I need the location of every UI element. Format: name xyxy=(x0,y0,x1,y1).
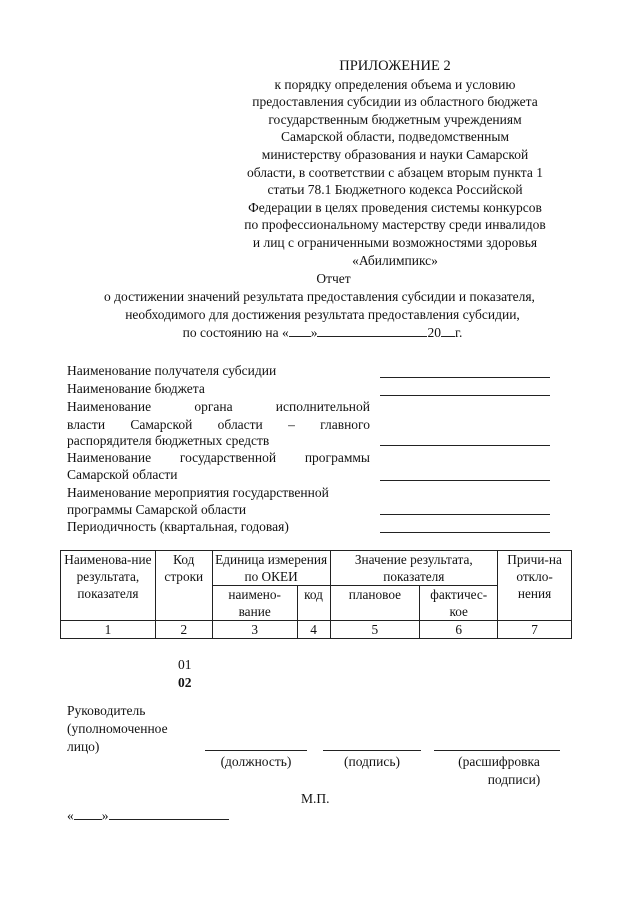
col-number: 4 xyxy=(297,621,330,639)
signature-head xyxy=(67,702,168,756)
row-codes xyxy=(178,656,192,692)
col-unit-code-header: код xyxy=(297,586,330,621)
col-number: 1 xyxy=(61,621,156,639)
field-program-line xyxy=(380,480,550,481)
col-name-header: Наименова-ние результата, показателя xyxy=(61,551,156,621)
signature-decode-caption: (расшифровка подписи) xyxy=(458,754,541,787)
field-organ-label-1: Наименование органа исполнительной xyxy=(67,399,370,414)
signature-decode-line xyxy=(434,750,560,751)
field-period-line xyxy=(380,532,550,533)
annex-line: предоставления субсидии из областного бюджета xyxy=(252,94,538,110)
date-month-blank xyxy=(317,324,427,337)
annex-line: области, в соответствии с абзацем вторым пункта 1 xyxy=(247,164,543,180)
col-unit-name-header: наимено-вание xyxy=(212,586,297,621)
col-actual-header: фактичес-кое xyxy=(420,586,498,621)
field-recipient-line xyxy=(380,377,550,378)
annex-line: государственным бюджетным учреждениям xyxy=(268,111,522,127)
annex-title: ПРИЛОЖЕНИЕ 2 xyxy=(339,58,451,74)
row-code-01: 01 xyxy=(178,657,192,672)
field-program-label-2: Самарской области xyxy=(67,467,178,482)
col-number: 3 xyxy=(212,621,297,639)
signature-position-caption: (должность) xyxy=(220,754,292,769)
signature-date: « » xyxy=(67,807,229,825)
field-budget-label: Наименование бюджета xyxy=(67,381,205,396)
signature-head-1: Руководитель xyxy=(67,703,146,718)
report-title: Отчет xyxy=(316,271,351,286)
col-planned-header: плановое xyxy=(330,586,420,621)
annex-header xyxy=(230,58,560,269)
signature-position-line xyxy=(205,750,307,751)
report-line-2: необходимого для достижения результата предоставления субсидии, xyxy=(125,307,520,322)
signature-head-3: лицо) xyxy=(67,739,100,754)
col-value-header: Значение результата, показателя xyxy=(330,551,498,586)
field-budget-line xyxy=(380,395,550,396)
field-period-label: Периодичность (квартальная, годовая) xyxy=(67,519,289,534)
field-event-line xyxy=(380,514,550,515)
annex-line: к порядку определения объема и условию xyxy=(274,76,516,92)
field-organ-label-2: власти Самарской области – главного xyxy=(67,417,370,432)
annex-line: Федерации в целях проведения системы конкурсов xyxy=(248,199,542,215)
sign-date-month-blank xyxy=(109,807,229,820)
annex-line: статьи 78.1 Бюджетного кодекса Российской xyxy=(267,182,523,198)
report-date: по состоянию на « » 20 г. xyxy=(182,325,463,340)
field-organ-line xyxy=(380,445,550,446)
annex-line: по профессиональному мастерству среди инвалидов xyxy=(244,217,546,233)
field-recipient-label: Наименование получателя субсидии xyxy=(67,363,277,378)
col-number: 5 xyxy=(330,621,420,639)
table-numbers-row xyxy=(61,621,572,639)
col-number: 6 xyxy=(420,621,498,639)
annex-line: «Абилимпикс» xyxy=(352,252,438,268)
signature-head-2: (уполномоченное xyxy=(67,721,168,736)
annex-line: Самарской области, подведомственным xyxy=(281,129,509,145)
row-code-02: 02 xyxy=(178,675,192,690)
report-table xyxy=(60,550,572,639)
annex-line: министерству образования и науки Самарской xyxy=(261,146,529,162)
col-unit-header: Единица измерения по ОКЕИ xyxy=(212,551,330,586)
report-title-block xyxy=(0,270,637,342)
field-event-label-1: Наименование мероприятия государственной xyxy=(67,485,329,500)
field-organ-label-3: распорядителя бюджетных средств xyxy=(67,433,270,448)
field-program-label-1: Наименование государственной программы xyxy=(67,450,370,465)
date-day-blank xyxy=(289,324,311,337)
field-event-label-2: программы Самарской области xyxy=(67,502,247,517)
col-reason-header: Причи-на откло-нения xyxy=(498,551,572,621)
signature-sign-line xyxy=(323,750,421,751)
signature-sign-caption: (подпись) xyxy=(343,754,401,769)
annex-line: и лиц с ограниченными возможностями здоровья xyxy=(252,234,538,250)
col-code-header: Код строки xyxy=(155,551,212,621)
col-number: 7 xyxy=(498,621,572,639)
date-year-blank xyxy=(441,324,455,337)
stamp-label: М.П. xyxy=(301,791,330,806)
col-number: 2 xyxy=(155,621,212,639)
sign-date-day-blank xyxy=(74,807,102,820)
report-line-1: о достижении значений результата предоставления субсидии и показателя, xyxy=(104,289,535,304)
